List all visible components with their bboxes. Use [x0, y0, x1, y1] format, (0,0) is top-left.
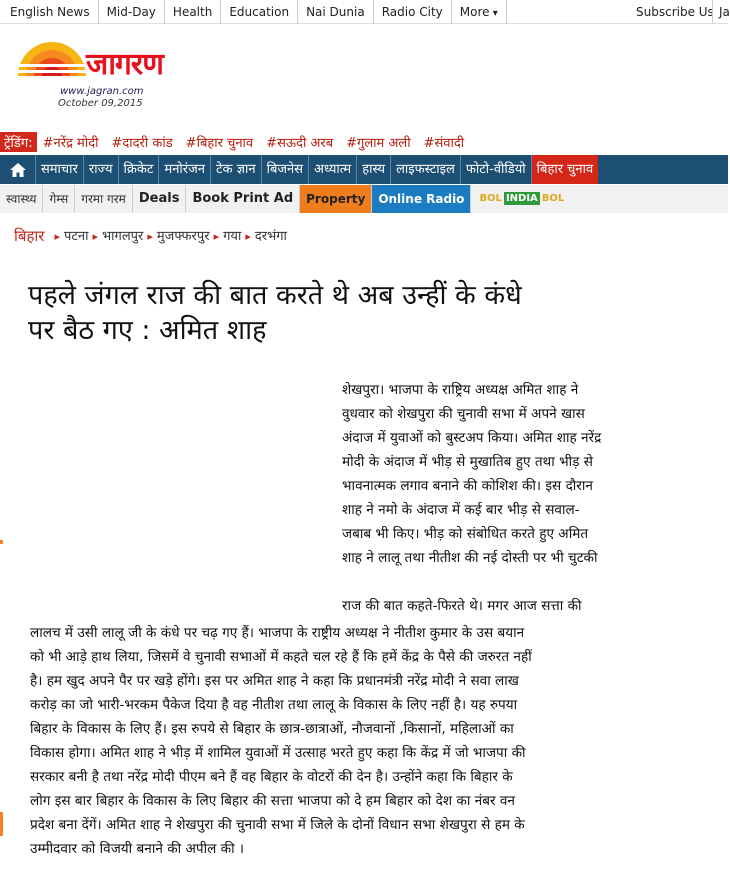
article-line: विकास होगा। अमित शाह ने भीड़ में शामिल युवाओं में उत्साह भरते हुए कहा कि केंद्र में जो भाजपा की — [30, 745, 526, 761]
article-line: लालच में उसी लालू जी के कंधे पर चढ़ गए हैं। भाजपा के राष्ट्रीय अध्यक्ष ने नीतीश कुमार के उस बयान — [30, 625, 525, 641]
top-link-radio-city[interactable]: Radio City — [374, 0, 452, 24]
top-link-mid-day[interactable]: Mid-Day — [99, 0, 165, 24]
article-line: शाह ने नमो के अंदाज में कई बार भीड़ से सवाल- — [342, 502, 580, 518]
breadcrumb-city[interactable]: ▸ गया — [210, 226, 242, 246]
nav-item-spirituality[interactable]: अध्यात्म — [309, 155, 357, 184]
trending-item[interactable]: # सऊदी अरब — [266, 133, 333, 151]
article-line: जबाब भी किए। भीड़ को संबोधित करते हुए अमित — [342, 526, 589, 542]
top-links — [0, 0, 507, 24]
nav-item-bihar-election[interactable]: बिहार चुनाव — [532, 155, 599, 184]
secondary-navigation — [0, 185, 728, 213]
bol-india-bol-link[interactable] — [471, 185, 572, 213]
article-line: भावनात्मक लगाव बनाने की कोशिश की। इस दौरान — [342, 478, 593, 494]
article-line: अंदाज में युवाओं को बुस्टअप किया। अमित शाह नरेंद्र — [342, 430, 602, 446]
trending-item[interactable]: # बिहार चुनाव — [186, 133, 253, 151]
bol-india: INDIA — [505, 193, 538, 204]
trending-item[interactable]: # दादरी कांड — [111, 133, 172, 151]
nav-item-business[interactable]: बिजनेस — [262, 155, 309, 184]
breadcrumb-city[interactable]: ▸ पटना — [50, 226, 88, 246]
nav-item-humour[interactable]: हास्य — [357, 155, 391, 184]
nav-item-photo-video[interactable]: फोटो-वीडियो — [461, 155, 532, 184]
article-headline — [28, 278, 708, 348]
trending-item[interactable]: # संवादी — [424, 133, 465, 151]
top-link-education[interactable]: Education — [221, 0, 298, 24]
breadcrumb — [14, 226, 287, 246]
subnav-item-book-print-ad[interactable]: Book Print Ad — [186, 185, 300, 213]
article-line: वुधवार को शेखपुरा की चुनावी सभा में अपने खास — [342, 406, 585, 422]
top-link-english-news[interactable]: English News — [0, 0, 99, 24]
subnav-item-health[interactable]: स्वास्थ्य — [0, 185, 43, 213]
trending-bar — [0, 131, 477, 153]
subnav-item-property[interactable]: Property — [300, 185, 372, 213]
subscribe-link[interactable]: Subscribe Us — [636, 5, 714, 19]
nav-item-states[interactable]: राज्य — [84, 155, 119, 184]
subnav-item-deals[interactable]: Deals — [133, 185, 187, 213]
language-link[interactable]: Ja — [712, 0, 730, 24]
subnav-item-garma-garam[interactable]: गरमा गरम — [75, 185, 133, 213]
top-link-health[interactable]: Health — [165, 0, 221, 24]
article-line: उम्मीदवार को विजयी बनाने की अपील की । — [30, 841, 245, 857]
subnav-item-games[interactable]: गेम्स — [43, 185, 75, 213]
top-link-nai-dunia[interactable]: Nai Dunia — [298, 0, 374, 24]
subnav-item-online-radio[interactable]: Online Radio — [372, 185, 471, 213]
breadcrumb-city[interactable]: ▸ दरभंगा — [241, 226, 287, 246]
headline-line-2: पर बैठ गए : अमित शाह — [28, 315, 267, 346]
article-line: लोग इस बार बिहार के विकास के लिए बिहार की सत्ता भाजपा को दे हम बिहार को देश का नंबर वन — [30, 793, 515, 809]
site-url: www.jagran.com — [60, 86, 144, 97]
headline-line-1: पहले जंगल राज की बात करते थे अब उन्हीं के कंधे — [28, 280, 522, 311]
nav-item-entertainment[interactable]: मनोरंजन — [159, 155, 211, 184]
site-logo-text[interactable]: जागरण — [86, 47, 163, 82]
nav-item-tech[interactable]: टेक ज्ञान — [211, 155, 262, 184]
article-line: बिहार के विकास के लिए हैं। इस रुपये से बिहार के छात्र-छात्राओं, नौजवानों ,किसानों, महिलाओं का — [30, 721, 514, 737]
trending-item[interactable]: # गुलाम अली — [346, 133, 410, 151]
article-line: सरकार बनी है तथा नरेंद्र मोदी पीएम बने हैं वह बिहार के वोटरों की देन है। उन्होंने कहा कि बिहार के — [30, 769, 513, 785]
main-navigation — [0, 155, 728, 184]
home-icon[interactable] — [0, 155, 36, 184]
article-line: मोदी के अंदाज में भीड़ से मुखातिब हुए तथा भीड़ से — [342, 454, 593, 470]
nav-item-news[interactable]: समाचार — [36, 155, 84, 184]
side-accent-bar — [0, 812, 3, 836]
page-date: October 09,2015 — [58, 98, 143, 109]
breadcrumb-city[interactable]: ▸ मुजफ्फरपुर — [143, 226, 209, 246]
nav-item-cricket[interactable]: क्रिकेट — [119, 155, 160, 184]
breadcrumb-state[interactable]: बिहार — [14, 227, 45, 245]
trending-item[interactable]: # नरेंद्र मोदी — [43, 133, 99, 151]
trending-label: ट्रेंडिंग: — [0, 132, 37, 152]
top-utility-bar — [0, 0, 728, 24]
article-line: राज की बात कहते-फिरते थे। मगर आज सत्ता की — [342, 598, 582, 614]
nav-item-lifestyle[interactable]: लाइफस्टाइल — [391, 155, 461, 184]
article-line: करोड़ का जो भारी-भरकम पैकेज दिया है वह नीतीश तथा लालू के विकास के लिए नहीं है। यह रुपया — [30, 697, 518, 713]
bol-left: BOL — [479, 193, 502, 204]
article-line: शेखपुरा। भाजपा के राष्ट्रिय अध्यक्ष अमित शाह ने — [342, 382, 579, 398]
bol-right: BOL — [541, 193, 565, 204]
article-line: शाह ने लालू तथा नीतीश की नई दोस्ती पर भी चुटकी — [342, 550, 598, 566]
more-dropdown[interactable]: More ▾ — [452, 0, 507, 24]
article-line: को भी आड़े हाथ लिया, जिसमें वे चुनावी सभाओं में कहते चल रहे हैं कि हमें केंद्र के पैसे की जरुरत नहीं — [30, 649, 532, 665]
breadcrumb-city[interactable]: ▸ भागलपुर — [89, 226, 144, 246]
article-line: है। हम खुद अपने पैर पर खड़े होंगे। इस पर अमित शाह ने कहा कि प्रधानमंत्री नरेंद्र मोदी ने सवा लाख — [30, 673, 519, 689]
side-accent-bar — [0, 540, 3, 544]
article-line: प्रदेश बना देंगें। अमित शाह ने शेखपुरा की चुनावी सभा में जिले के दोनों विधान सभा शेखपुरा से हम के — [30, 817, 525, 833]
